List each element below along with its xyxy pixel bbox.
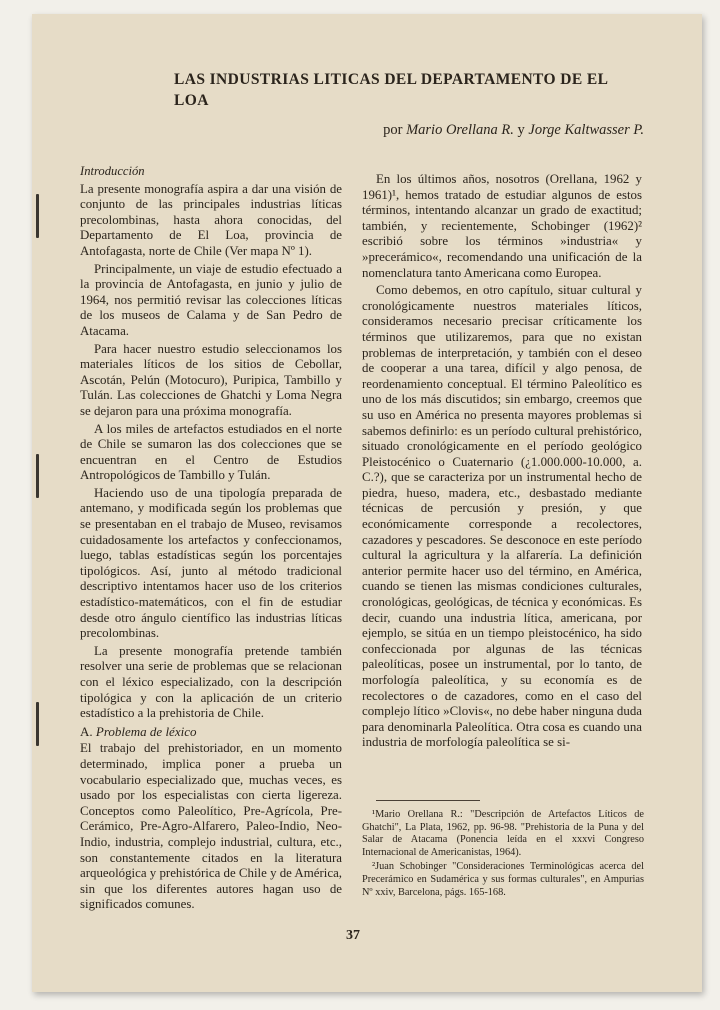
footnote: ²Juan Schobinger "Consideraciones Terminológicas acerca del Precerámico en Sudamérica y sus formas culturales", en Ampurias Nº xxiv, Barcelona, págs. 165-168. xyxy=(362,861,644,898)
author-name: Jorge Kaltwasser P. xyxy=(528,122,644,138)
section-number: A. xyxy=(80,723,93,739)
footnotes xyxy=(362,809,644,899)
page-number: 37 xyxy=(346,928,360,943)
paragraph: Principalmente, un viaje de estudio efectuado a la provincia de Antofagasta, en junio y julio de 1964, nos permitió revisar las colecciones líticas de los museos de Calama y de San Pedro de Atacama. xyxy=(80,261,342,338)
paragraph: Para hacer nuestro estudio seleccionamos los materiales líticos de los sitios de Cebollar, Ascotán, Pelún (Motocuro), Puripica, Tambillo y Tulán. Las colecciones de Ghatchi y Loma Negra se dejaron para una próxima monografía. xyxy=(80,341,342,418)
section-heading: Introducción xyxy=(80,164,145,178)
staple-mark xyxy=(36,454,39,498)
article-title: LAS INDUSTRIAS LITICAS DEL DEPARTAMENTO DE EL LOA xyxy=(174,71,608,109)
footnote: ¹Mario Orellana R.: "Descripción de Artefactos Líticos de Ghatchi", La Plata, 1962, pp. 96-98. "Prehistoria de la Puna y del Salar de Atacama (Ponencia leída en el xxxvi Congreso Internacional de Americanistas, 1964). xyxy=(362,809,644,858)
paragraph: A los miles de artefactos estudiados en el norte de Chile se sumaron las dos colecciones que se encuentran en el Centro de Estudios Antropológicos de Tambillo y Tulán. xyxy=(80,421,342,483)
left-column xyxy=(80,164,342,913)
paragraph: La presente monografía pretende también resolver una serie de problemas que se relacionan con el léxico especializado, con la descripción tipológica y con la aplicación de un criterio estadístico a la prehistoria de Chile. xyxy=(80,643,342,721)
byline xyxy=(383,122,644,139)
staple-mark xyxy=(36,194,39,238)
paragraph: El trabajo del prehistoriador, en un momento determinado, implica poner a prueba un vocabulario especializado que, muchas veces, es usado por los especialistas con cierta ligereza. Conceptos como Paleolítico, Pre-Agrícola, Pre-Cerámico, Pre-Agro-Alfarero, Paleo-Indio, Neo-Indio, industria, complejo industrial, cultura, etc., son constantemente citados en la literatura arqueológica y prehistórica de Chile y de América, sin que los diferentes autores hagan uso de significados comunes. xyxy=(80,741,343,912)
byline-connector: y xyxy=(517,122,525,138)
section-label: Problema de léxico xyxy=(95,723,197,739)
document-page xyxy=(32,14,702,992)
paragraph: La presente monografía aspira a dar una visión de conjunto de las principales industrias líticas precolombinas, hasta ahora conocidas, del Departamento de El Loa, provincia de Antofagasta, norte de Chile (Ver mapa Nº 1). xyxy=(80,181,342,258)
byline-prefix: por xyxy=(383,122,403,138)
staple-mark xyxy=(36,702,39,746)
section-heading xyxy=(80,724,342,740)
paragraph: En los últimos años, nosotros (Orellana, 1962 y 1961)¹, hemos tratado de estudiar algunos de estos términos, intentando alcanzar un grado de exactitud; también, y recientemente, Schobinger (1962)² escribió sobre los términos »industria« y »precerámico«, recomendando una unificación de la nomenclatura tanto Americana como Europea. xyxy=(362,172,642,280)
paragraph: Como debemos, en otro capítulo, situar cultural y cronológicamente nuestros materiales líticos, consideramos necesario precisar críticamente los términos que utilizaremos, para que no existan problemas de interpretación, y también con el deseo de cooperar a una tarea, difícil y algo penosa, de reordenamiento conceptual. El término Paleolítico es uno de los más discutidos; sin embargo, creemos que su uso en América no presenta mayores problemas si sabemos definirlo: es un período cultural prehistórico, situado cronológicamente en el período geológico Pleistocénico o Cuaternario (¿1.000.000-10.000, a. C.?), que se caracteriza por un instrumental hecho de piedra, hueso, madera, etc., desbastado mediante técnicas de percusión y presión, y que económicamente corresponde a recolectores, cazadores y pescadores. Se desconoce en este período cultural la agricultura y la alfarería. La definición anterior permite hacer uso del término, en América, cuando se tienen las mismas condiciones culturales, cronológicas, geológicas, de técnica y económicas. Es decir, cuando una industria lítica, americana, por ejemplo, se sitúa en un tiempo pleistocénico, ha sido confeccionada por algunas de las técnicas paleolíticas, posee un instrumental, por lo tanto, de morfología paleolítica, y su economía es de recolectores o de cazadores, como en el caso del complejo lítico »Clovis«, no debe haber ninguna duda para denominarla Paleolítica. Otra cosa es cuando una industria de morfología paleolítica se si- xyxy=(362,283,642,750)
right-column xyxy=(362,172,642,751)
footnote-divider xyxy=(376,800,480,801)
paragraph: Haciendo uso de una tipología preparada de antemano, y modificada según los problemas que se presentaban en el trabajo de Museo, revisamos cuidadosamente los artefactos y confeccionamos, luego, tablas estadísticas según los porcentajes tipológicos. Así, junto al método tradicional descriptivo intentamos hacer uso de los criterios estadístico-matemáticos, con el fin de estudiar desde otro ángulo científico las industrias líticas precolombinas. xyxy=(80,485,342,641)
author-name: Mario Orellana R. xyxy=(406,122,514,138)
